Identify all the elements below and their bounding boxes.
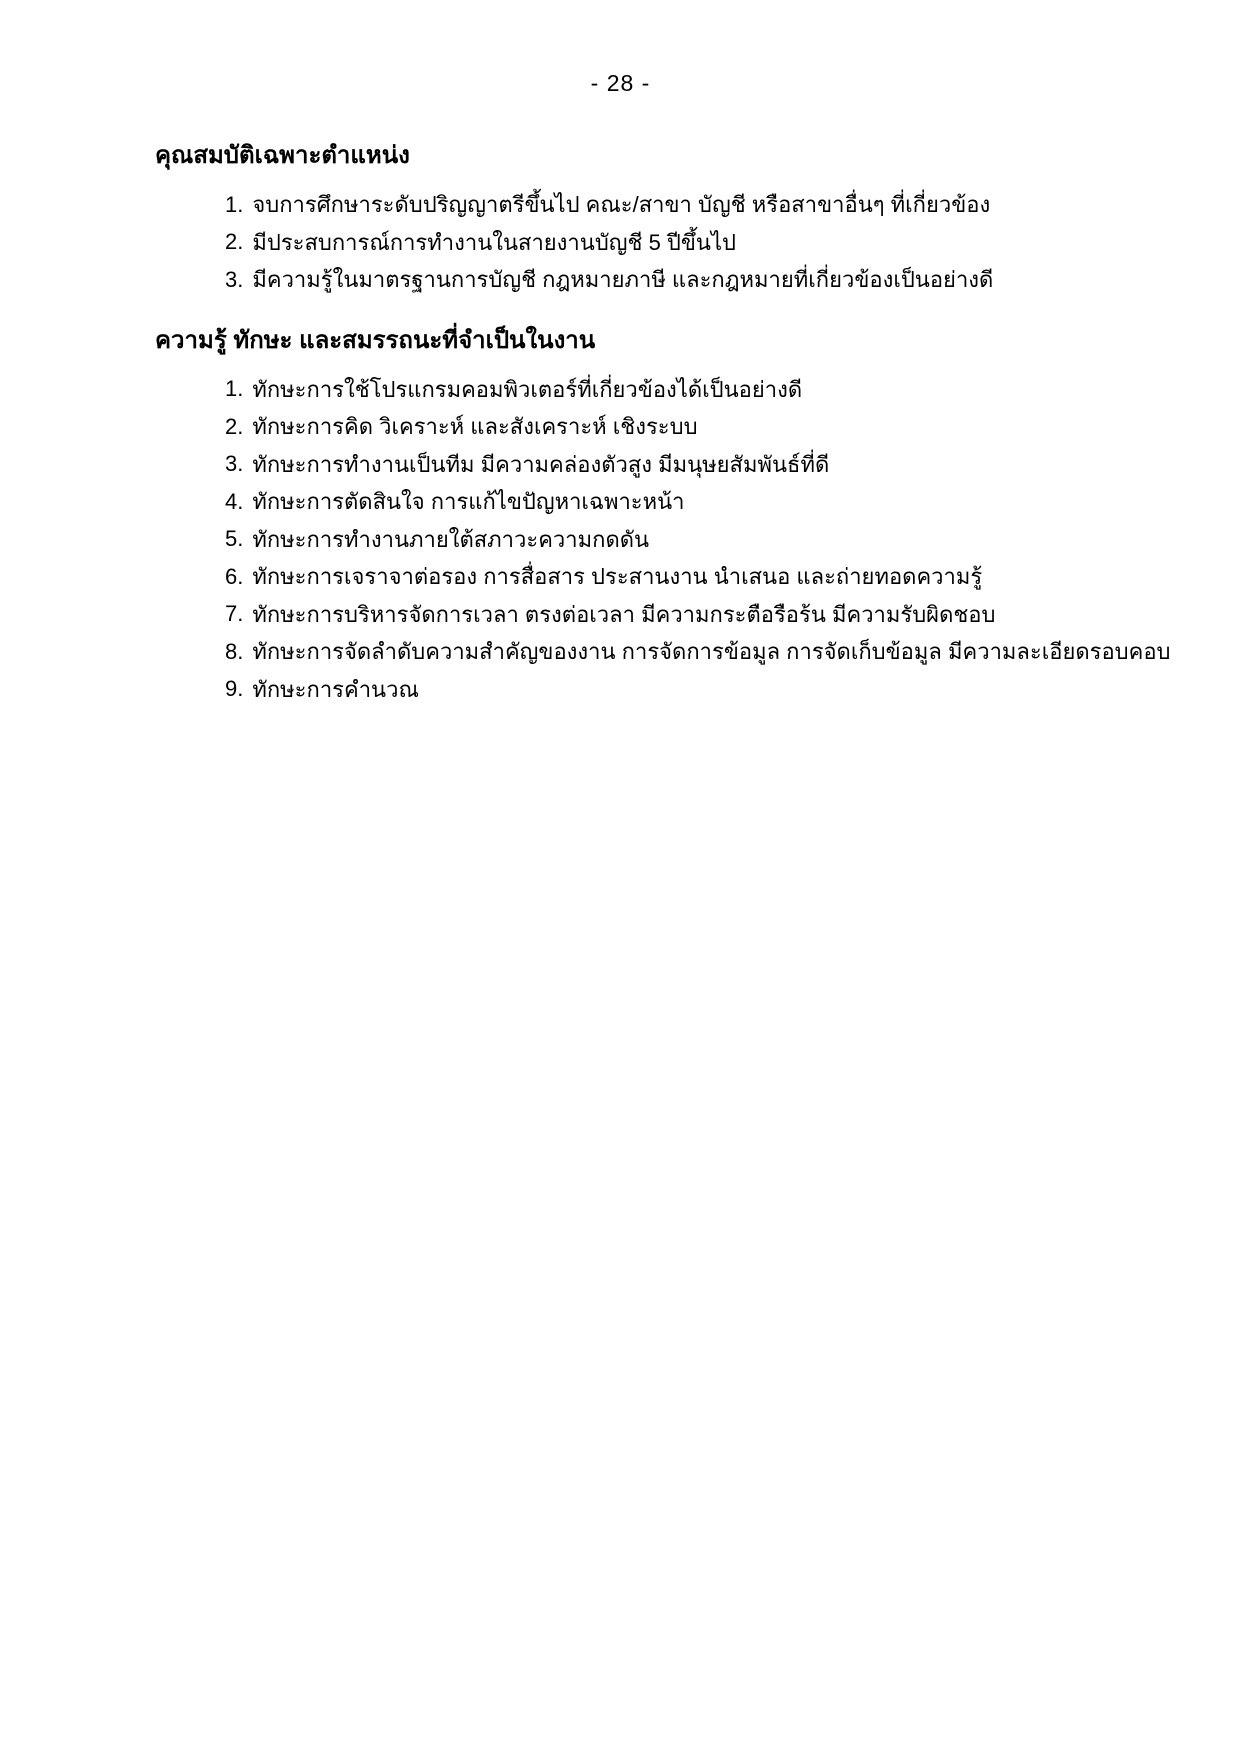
qualifications-list (155, 186, 1151, 299)
list-item-text: ทักษะการทำงานเป็นทีม มีความคล่องตัวสูง มีมนุษยสัมพันธ์ที่ดี (252, 451, 830, 477)
page-number: - 28 - (590, 70, 651, 96)
list-item-number: 6. (225, 563, 244, 589)
list-item-number: 2. (225, 229, 244, 255)
list-item (155, 596, 1151, 634)
section-heading: คุณสมบัติเฉพาะตำแหน่ง (155, 142, 410, 169)
list-item-text: ทักษะการทำงานภายใต้สภาวะความกดดัน (252, 526, 650, 552)
list-item-text: ทักษะการจัดลำดับความสำคัญของงาน การจัดการข้อมูล การจัดเก็บข้อมูล มีความละเอียดรอบคอบ (252, 639, 1171, 665)
section-heading: ความรู้ ทักษะ และสมรรถนะที่จำเป็นในงาน (155, 326, 596, 354)
list-item (155, 224, 1151, 262)
section-qualifications (155, 136, 1151, 299)
list-item (155, 371, 1151, 409)
page-content (155, 136, 1171, 730)
list-item (155, 558, 1151, 596)
list-item (155, 261, 1151, 299)
list-item-text: ทักษะการเจราจาต่อรอง การสื่อสาร ประสานงาน นำเสนอ และถ่ายทอดความรู้ (252, 564, 983, 590)
list-item-text: ทักษะการคิด วิเคราะห์ และสังเคราะห์ เชิงระบบ (252, 414, 698, 440)
section-skills (155, 321, 1171, 709)
list-item (155, 633, 1171, 671)
list-item-text: ทักษะการใช้โปรแกรมคอมพิวเตอร์ที่เกี่ยวข้องได้เป็นอย่างดี (252, 376, 803, 402)
list-item-text: มีความรู้ในมาตรฐานการบัญชี กฎหมายภาษี และกฎหมายที่เกี่ยวข้องเป็นอย่างดี (252, 267, 994, 293)
list-item-number: 7. (225, 601, 244, 627)
list-item (155, 186, 1151, 224)
list-item-number: 3. (225, 266, 244, 292)
list-item (155, 671, 1151, 709)
list-item-text: จบการศึกษาระดับปริญญาตรีขึ้นไป คณะ/สาขา บัญชี หรือสาขาอื่นๆ ที่เกี่ยวข้อง (252, 192, 991, 218)
list-item-number: 3. (225, 451, 244, 477)
list-item-text: ทักษะการบริหารจัดการเวลา ตรงต่อเวลา มีความกระตือรือร้น มีความรับผิดชอบ (252, 601, 996, 627)
list-item (155, 446, 1151, 484)
list-item-number: 8. (225, 638, 244, 664)
list-item-number: 4. (225, 488, 244, 514)
list-item-number: 1. (225, 191, 244, 217)
list-item-text: ทักษะการคำนวณ (252, 676, 419, 702)
list-item (155, 521, 1151, 559)
list-item-number: 2. (225, 413, 244, 439)
list-item-text: มีประสบการณ์การทำงานในสายงานบัญชี 5 ปีขึ้นไป (252, 229, 736, 255)
list-item (155, 408, 1151, 446)
list-item-text: ทักษะการตัดสินใจ การแก้ไขปัญหาเฉพาะหน้า (252, 489, 685, 515)
list-item (155, 483, 1151, 521)
skills-list (155, 371, 1171, 709)
list-item-number: 9. (225, 676, 244, 702)
list-item-number: 1. (225, 376, 244, 402)
list-item-number: 5. (225, 526, 244, 552)
